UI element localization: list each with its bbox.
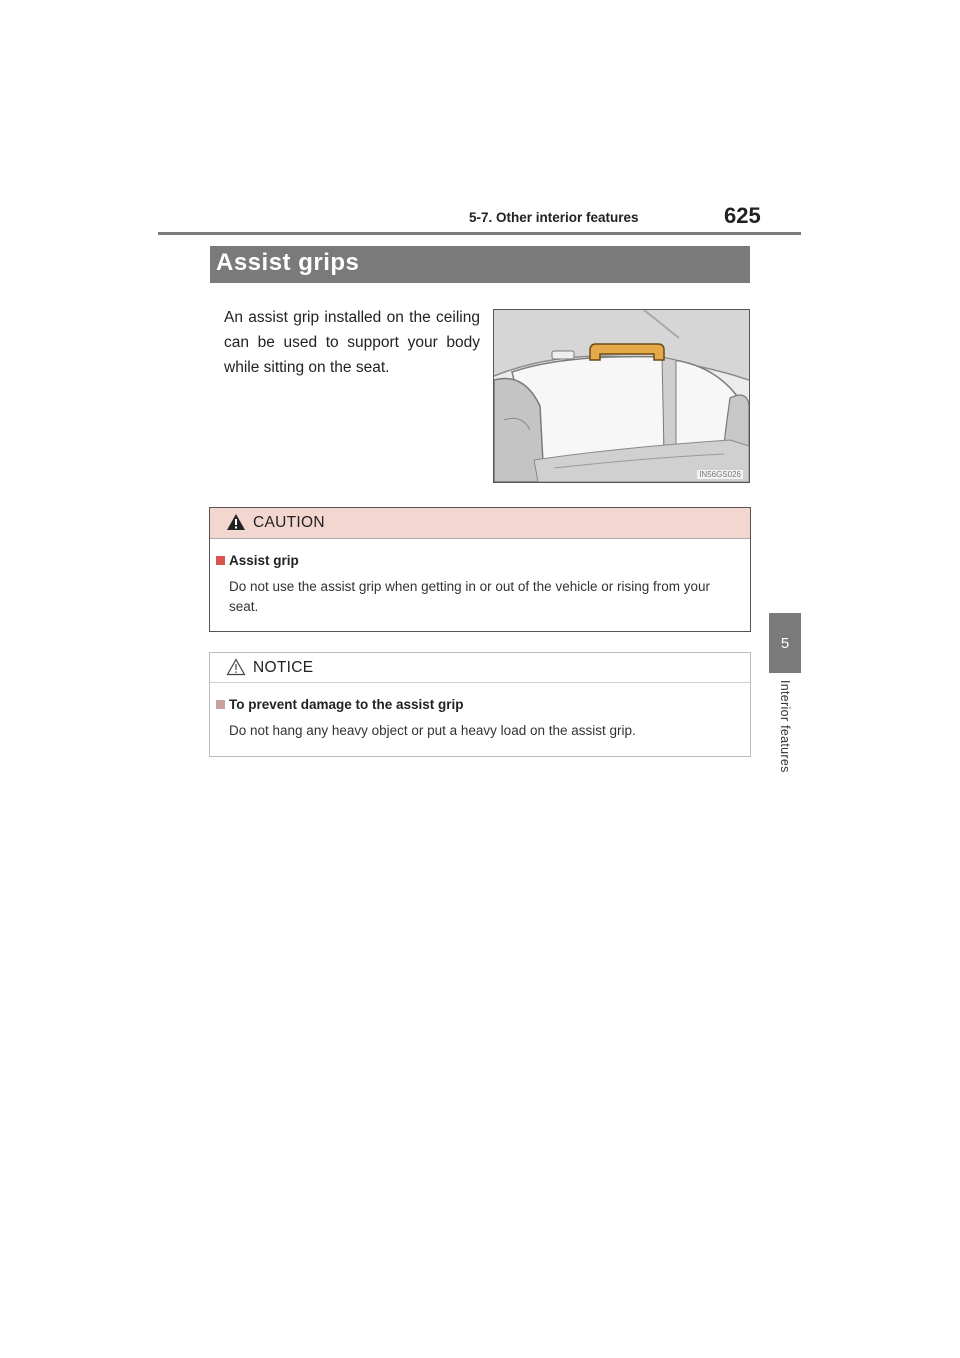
caution-title: CAUTION bbox=[253, 514, 325, 531]
chapter-title: Interior features bbox=[778, 680, 792, 773]
caution-item-title: Assist grip bbox=[229, 553, 299, 568]
notice-item-text: Do not hang any heavy object or put a heavy load on the assist grip. bbox=[229, 723, 636, 738]
warning-triangle-icon bbox=[226, 513, 246, 531]
illustration-drawing bbox=[494, 310, 749, 482]
intro-text: An assist grip installed on the ceiling can be used to support your body while sitting on the seat. bbox=[224, 309, 480, 376]
notice-header bbox=[210, 653, 750, 683]
header-rule bbox=[158, 232, 801, 235]
notice-box bbox=[209, 652, 751, 757]
notice-item-heading bbox=[216, 697, 464, 712]
caution-item-text: Do not use the assist grip when getting in or out of the vehicle or rising from your seat. bbox=[229, 579, 710, 614]
notice-item-title: To prevent damage to the assist grip bbox=[229, 697, 464, 712]
chapter-label bbox=[772, 680, 798, 790]
chapter-number: 5 bbox=[780, 634, 790, 652]
assist-grip-illustration bbox=[493, 309, 750, 483]
page-number: 625 bbox=[724, 203, 761, 228]
caution-header bbox=[210, 508, 750, 539]
section-title: Assist grips bbox=[216, 249, 360, 276]
section-title-bar bbox=[210, 246, 750, 283]
warning-triangle-outline-icon bbox=[226, 658, 246, 676]
caution-item-heading bbox=[216, 553, 299, 568]
notice-title: NOTICE bbox=[253, 659, 314, 676]
caution-bullet-square bbox=[216, 556, 225, 565]
illustration-code: IN56GS026 bbox=[699, 470, 741, 479]
notice-bullet-square bbox=[216, 700, 225, 709]
chapter-tab bbox=[769, 613, 801, 673]
caution-box bbox=[209, 507, 751, 632]
section-reference: 5-7. Other interior features bbox=[469, 210, 639, 225]
